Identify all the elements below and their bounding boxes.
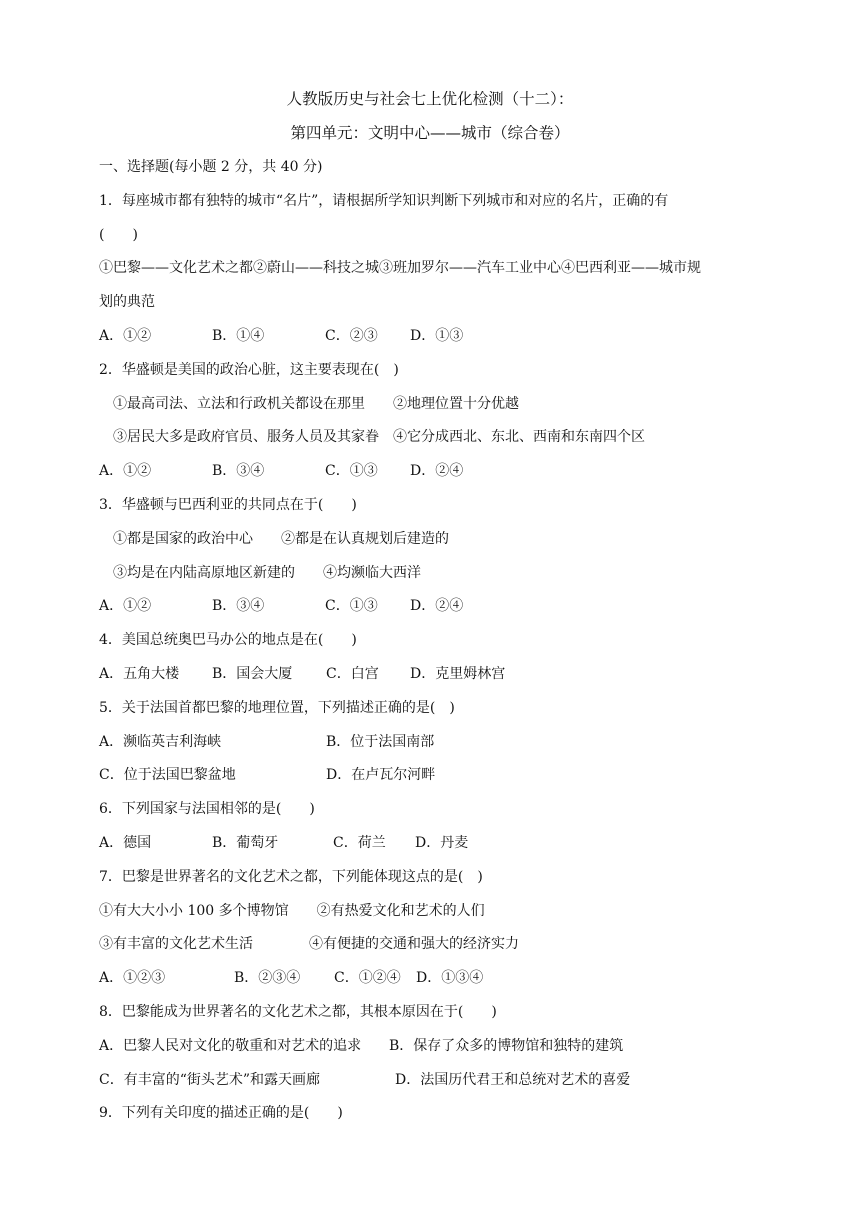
q1-items-continued: 划的典范 [99,294,155,311]
q7-items-1: ①有大大小小 100 多个博物馆 ②有热爱文化和艺术的人们 [99,902,485,919]
q8-option-d: D．法国历代君王和总统对艺术的喜爱 [395,1071,631,1088]
q4-option-a: A．五角大楼 [99,665,180,682]
q7-option-d: D．①③④ [416,970,484,987]
q1-option-a: A．①② [99,327,152,344]
q8-option-c: C．有丰富的“街头艺术”和露天画廊 [99,1071,321,1088]
q1-options [99,326,769,346]
q2-options [99,461,769,481]
q8-options-row-2 [99,1070,769,1090]
q8-option-a: A．巴黎人民对文化的敬重和对艺术的追求 [99,1037,362,1054]
q5-option-d: D．在卢瓦尔河畔 [326,767,436,784]
q2-items-2: ③居民大多是政府官员、服务人员及其家眷 ④它分成西北、东北、西南和东南四个区 [113,429,645,446]
q1-option-c: C．②③ [325,327,378,344]
q2-option-c: C．①③ [325,463,378,480]
question-list [99,157,769,1137]
q7-options [99,968,769,988]
q4-option-c: C．白宫 [326,665,379,682]
q6-options [99,833,769,853]
q2-items-1: ①最高司法、立法和行政机关都设在那里 ②地理位置十分优越 [113,395,519,412]
q3-option-d: D．②④ [410,598,464,615]
q7-stem: 7．巴黎是世界著名的文化艺术之都，下列能体现这点的是( ) [99,868,483,885]
q5-options-row-1 [99,732,769,752]
q3-items-1: ①都是国家的政治中心 ②都是在认真规划后建造的 [113,530,449,547]
q8-option-b: B．保存了众多的博物馆和独特的建筑 [389,1037,624,1054]
q4-option-d: D．克里姆林宫 [410,665,506,682]
q3-option-c: C．①③ [325,598,378,615]
q6-option-b: B．葡萄牙 [212,834,279,851]
q5-options-row-2 [99,765,769,785]
q1-stem: 1．每座城市都有独特的城市“名片”，请根据所学知识判断下列城市和对应的名片，正确的有 [99,192,669,209]
q3-option-b: B．③④ [212,598,265,615]
q5-option-a: A．濒临英吉利海峡 [99,733,222,750]
q2-option-b: B．③④ [212,463,265,480]
q1-stem-blank: ( ) [99,226,138,243]
q4-option-b: B．国会大厦 [212,665,293,682]
q2-stem: 2．华盛顿是美国的政治心脏，这主要表现在( ) [99,361,399,378]
q9-stem: 9．下列有关印度的描述正确的是( ) [99,1105,343,1122]
q7-option-c: C．①②④ [334,970,401,987]
q5-stem: 5．关于法国首都巴黎的地理位置，下列描述正确的是( ) [99,699,455,716]
document-title: 人教版历史与社会七上优化检测（十二）： [286,90,574,108]
q7-option-a: A．①②③ [99,970,166,987]
q6-option-a: A．德国 [99,834,152,851]
q5-option-c: C．位于法国巴黎盆地 [99,767,236,784]
document-subtitle: 第四单元：文明中心——城市（综合卷） [290,124,570,142]
q7-option-b: B．②③④ [234,970,301,987]
q8-options-row-1 [99,1036,769,1056]
q5-option-b: B．位于法国南部 [326,733,435,750]
q3-stem: 3．华盛顿与巴西利亚的共同点在于( ) [99,496,357,513]
q1-option-b: B．①④ [212,327,265,344]
q1-items: ①巴黎——文化艺术之都②蔚山——科技之城③班加罗尔——汽车工业中心④巴西利亚——城市规 [99,260,701,277]
q7-items-2: ③有丰富的文化艺术生活 ④有便捷的交通和强大的经济实力 [99,936,519,953]
q4-options [99,664,769,684]
q6-option-d: D．丹麦 [415,834,469,851]
q3-options [99,596,769,616]
section-heading: 一、选择题(每小题 2 分，共 40 分) [99,159,323,175]
q1-option-d: D．①③ [410,327,464,344]
q6-option-c: C．荷兰 [333,834,386,851]
q6-stem: 6．下列国家与法国相邻的是( ) [99,801,315,818]
q2-option-d: D．②④ [410,463,464,480]
q8-stem: 8．巴黎能成为世界著名的文化艺术之都，其根本原因在于( ) [99,1003,497,1020]
q3-items-2: ③均是在内陆高原地区新建的 ④均濒临大西洋 [113,564,421,581]
q4-stem: 4．美国总统奥巴马办公的地点是在( ) [99,632,357,649]
q2-option-a: A．①② [99,463,152,480]
q3-option-a: A．①② [99,598,152,615]
